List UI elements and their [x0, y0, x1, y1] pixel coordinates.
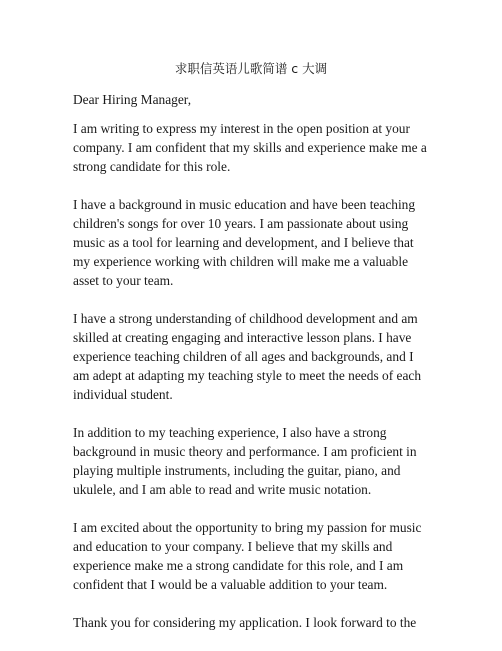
document-title: 求职信英语儿歌简谱 c 大调 [174, 61, 328, 76]
paragraph-5: I am excited about the opportunity to bring my passion for music and education to your company. I believe that my skills and experience make me a strong candidate for this role, and I am confident that I would be a valuable addition to your team. [73, 520, 422, 592]
letter-body [73, 90, 428, 651]
paragraph-1: I am writing to express my interest in the open position at your company. I am confident that my skills and experience make me a strong candidate for this role. [73, 121, 427, 174]
paragraph-3: I have a strong understanding of childhood development and am skilled at creating engaging and interactive lesson plans. I have experience teaching children of all ages and backgrounds, and I am adept at adapting my teaching style to meet the needs of each individual student. [73, 311, 422, 402]
paragraph-6: Thank you for considering my application. I look forward to the [73, 615, 417, 630]
salutation: Dear Hiring Manager, [73, 92, 192, 107]
paragraph-4: In addition to my teaching experience, I also have a strong background in music theory and performance. I am proficient in playing multiple instruments, including the guitar, piano, and ukulele, and I am able to read and write music notation. [73, 425, 417, 497]
paragraph-2: I have a background in music education and have been teaching children's songs for over 10 years. I am passionate about using music as a tool for learning and development, and I believe that my experience working with children will make me a valuable asset to your team. [73, 197, 416, 288]
